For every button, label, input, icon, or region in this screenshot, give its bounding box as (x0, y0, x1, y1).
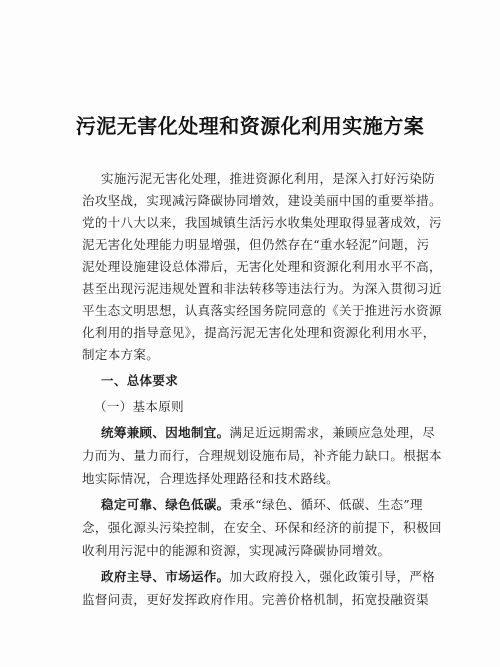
principle-3-line-1 (101, 567, 435, 585)
principle-2-text: 秉承“绿色、循环、低碳、生态”理 (229, 497, 423, 512)
principle-1-text: 满足近远期需求，兼顾应急处理，尽 (229, 425, 436, 440)
principle-2-line-2: 念，强化源头污染控制，在安全、环保和经济的前提下，积极回 (82, 520, 442, 535)
principle-1-line-1 (101, 423, 435, 441)
intro-line-1: 实施污泥无害化处理，推进资源化利用，是深入打好污染防 (101, 171, 436, 186)
principle-3-text: 加大政府投入，强化政策引导，严格 (229, 569, 436, 584)
intro-line-9: 制定本方案。 (82, 347, 160, 362)
intro-line-2: 治攻坚战，实现减污降碳协同增效，建设美丽中国的重要举措。 (82, 193, 442, 208)
principle-3-lead: 政府主导、市场运作。 (101, 569, 230, 584)
subsection-heading-1: （一）基本原则 (94, 399, 184, 414)
intro-line-7: 平生态文明思想，认真落实经国务院同意的《关于推进污水资源 (82, 303, 442, 318)
intro-line-8: 化利用的指导意见》，提高污泥无害化处理和资源化利用水平， (82, 325, 436, 340)
principle-1-lead: 统筹兼顾、因地制宜。 (101, 425, 230, 440)
intro-line-4: 泥无害化处理能力明显增强，但仍然存在“重水轻泥”问题，污 (82, 237, 430, 252)
document-title: 污泥无害化处理和资源化利用实施方案 (75, 114, 425, 138)
principle-2-lead: 稳定可靠、绿色低碳。 (101, 497, 230, 512)
principle-1-line-3: 地实际情况，合理选择处理路径和技术路线。 (82, 471, 340, 486)
intro-line-5: 泥处理设施建设总体滞后，无害化处理和资源化利用水平不高， (82, 259, 442, 274)
principle-2-line-1 (101, 495, 423, 513)
intro-line-3: 党的十八大以来，我国城镇生活污水收集处理取得显著成效，污 (82, 215, 442, 230)
section-heading-1: 一、总体要求 (101, 373, 179, 388)
intro-line-6: 甚至出现污泥违规处置和非法转移等违法行为。为深入贯彻习近 (82, 281, 442, 296)
principle-1-line-2: 力而为、量力而行，合理规划设施布局，补齐能力缺口。根据本 (82, 448, 442, 463)
principle-3-line-2: 监督问责，更好发挥政府作用。完善价格机制，拓宽投融资渠 (82, 592, 429, 607)
principle-2-line-3: 收利用污泥中的能源和资源，实现减污降碳协同增效。 (82, 543, 391, 558)
